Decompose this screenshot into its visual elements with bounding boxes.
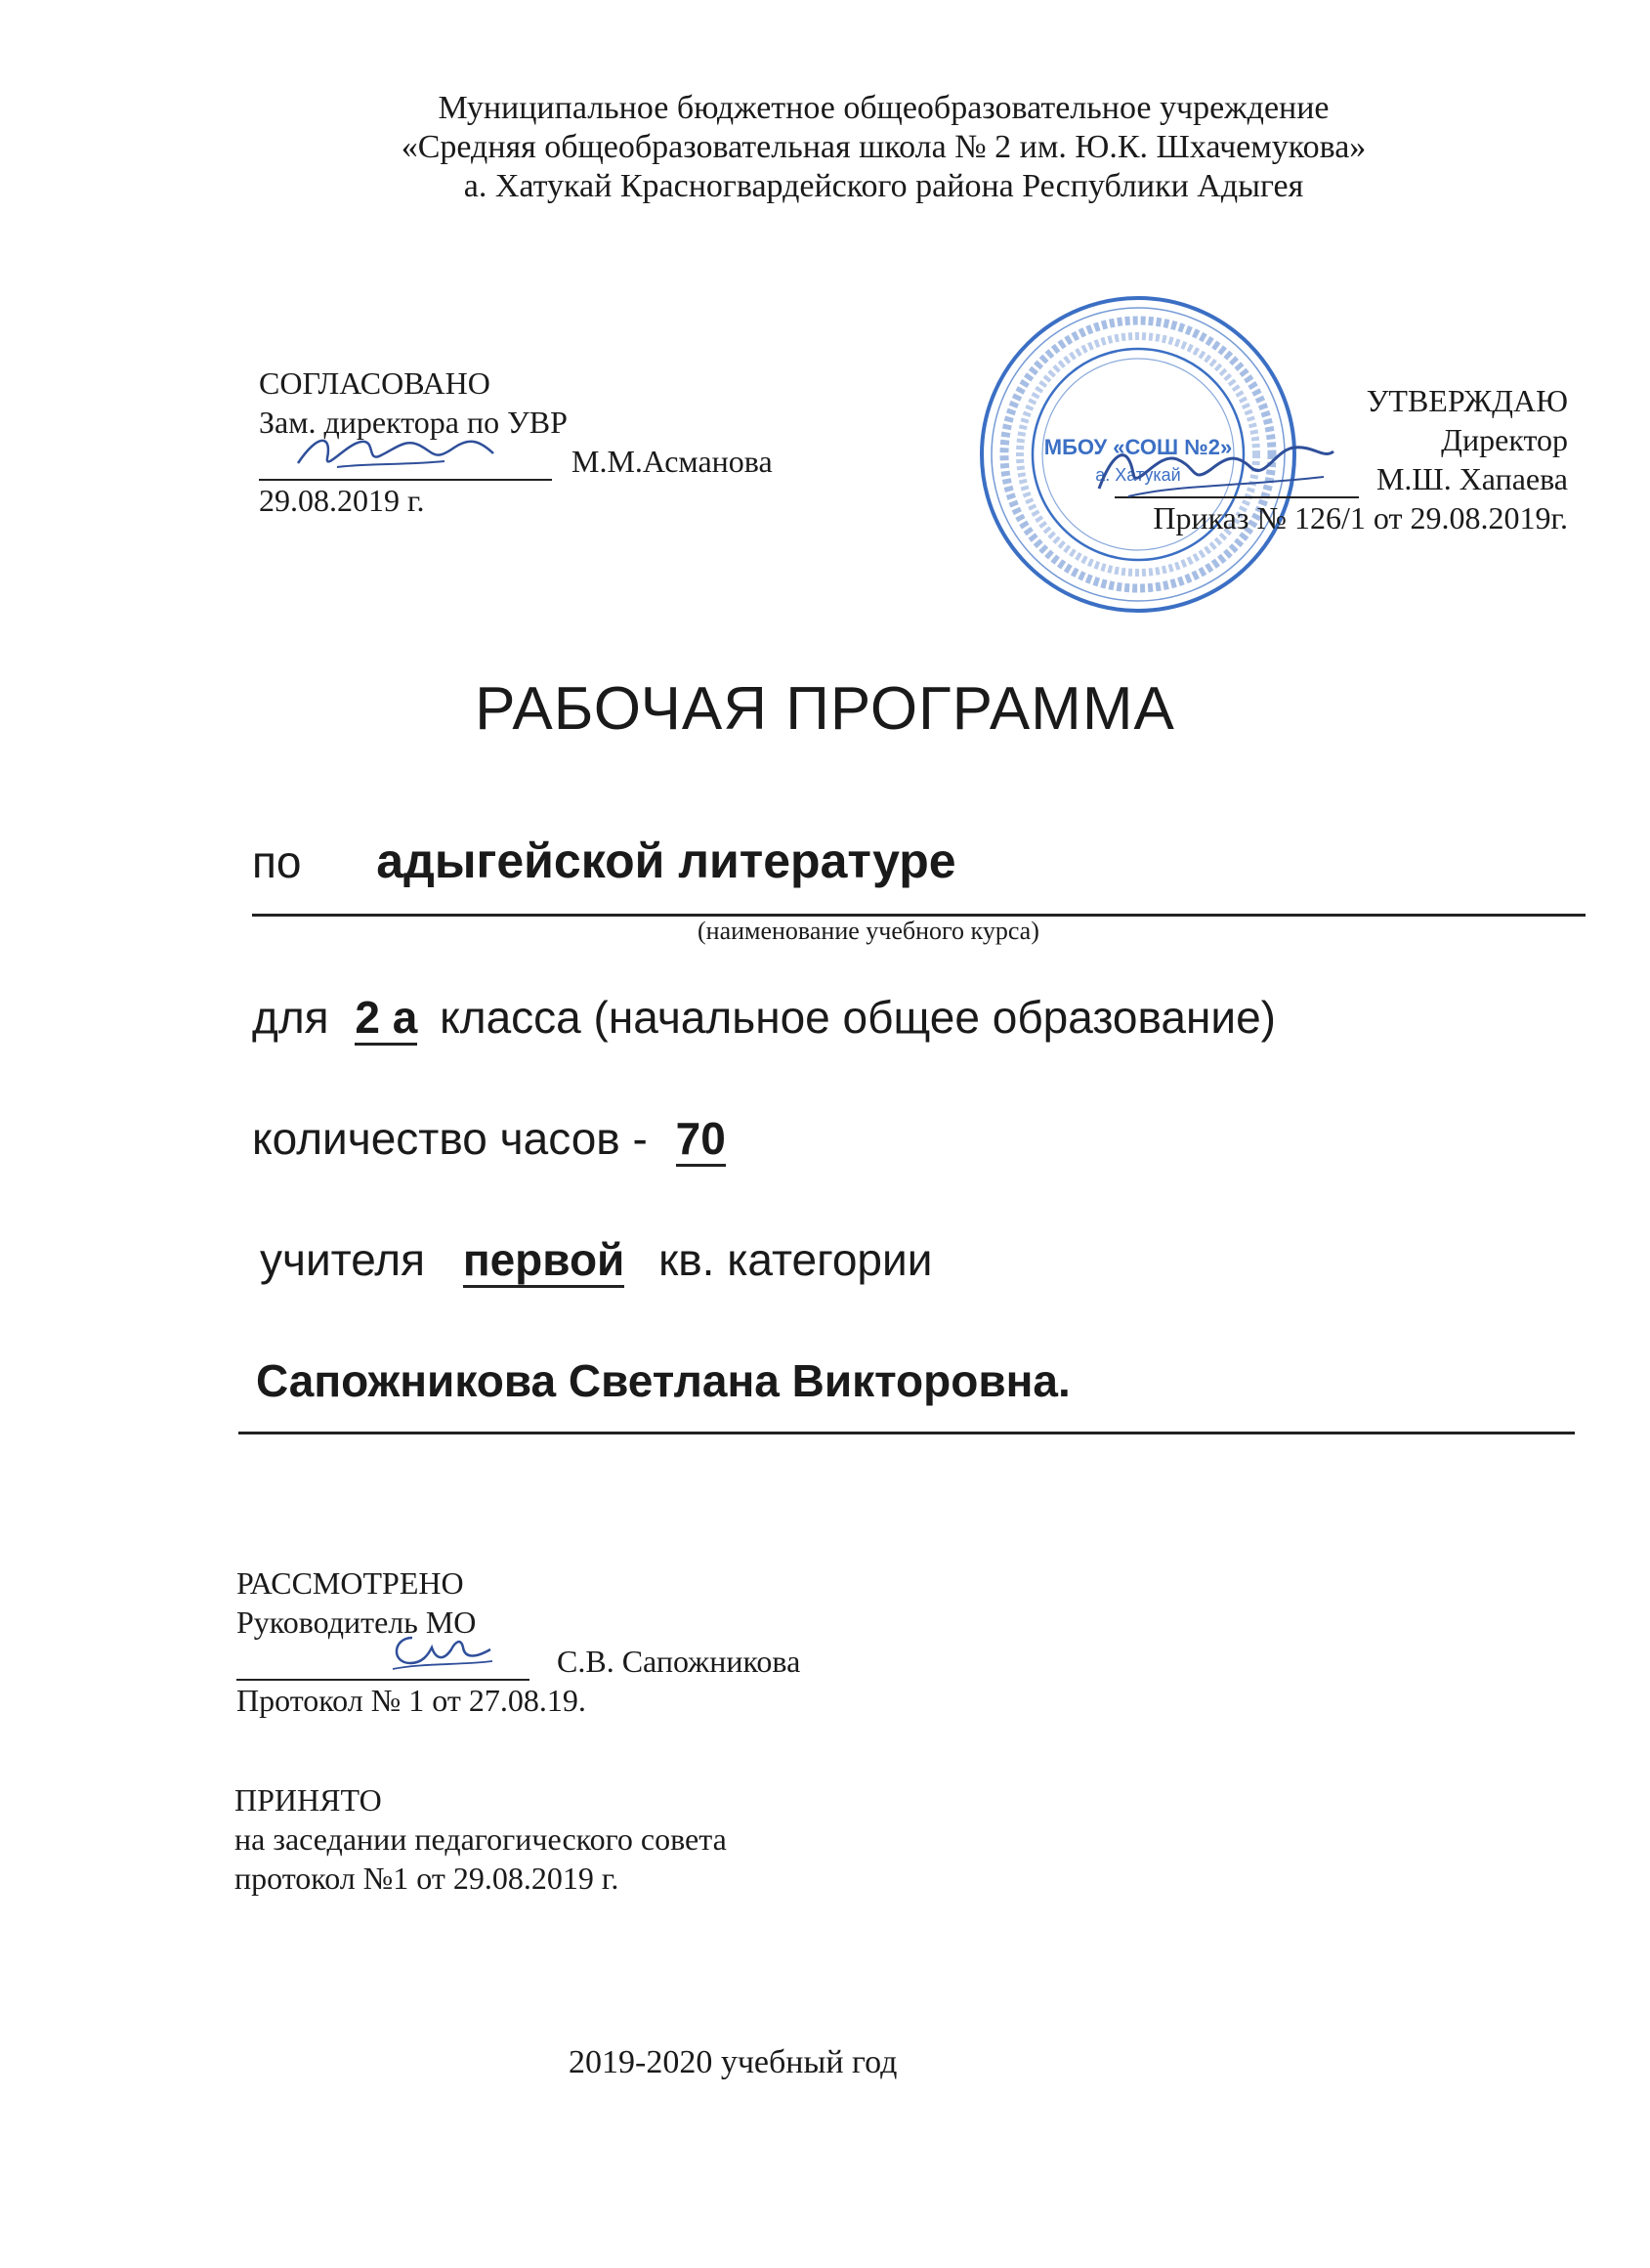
subject-prefix: по [252,836,302,887]
reviewed-protocol: Протокол № 1 от 27.08.19. [236,1683,586,1718]
reviewed-title: РАССМОТРЕНО [236,1565,464,1601]
class-prefix: для [252,992,329,1043]
approved-block [982,381,1568,537]
stamp-center-line-1: МБОУ «СОШ №2» [1043,435,1233,459]
reviewed-name: С.В. Сапожникова [557,1644,801,1679]
agreed-title: СОГЛАСОВАНО [259,365,490,401]
teacher-name-underline [238,1432,1575,1434]
class-value: 2 а [355,992,417,1046]
teacher-prefix: учителя [260,1234,426,1285]
agreed-position: Зам. директора по УВР [259,405,568,440]
accepted-line-2: протокол №1 от 29.08.2019 г. [234,1861,619,1896]
class-row [252,991,1276,1044]
hours-row [252,1112,726,1165]
reviewed-block [236,1563,920,1720]
agreed-date: 29.08.2019 г. [259,483,425,518]
agreed-block [259,364,865,520]
accepted-block [234,1780,918,1898]
approved-order: Приказ № 126/1 от 29.08.2019г. [1153,500,1568,535]
header-line-2: «Средняя общеобразовательная школа № 2 им. Ю.К. Шхачемукова» [401,129,1367,165]
teacher-row [260,1233,932,1286]
approved-name: М.Ш. Хапаева [1375,461,1568,496]
header-line-1: Муниципальное бюджетное общеобразовательное учреждение [438,90,1330,126]
reviewed-signature [383,1620,500,1679]
subject-row [252,833,956,889]
agreed-name: М.М.Асманова [571,444,773,479]
approved-position: Директор [1441,422,1568,457]
teacher-name: Сапожникова Светлана Викторовна. [256,1355,1071,1406]
approved-signature-row [982,459,1568,498]
approved-title: УТВЕРЖДАЮ [1366,383,1568,418]
class-suffix: класса (начальное общее образование) [440,992,1276,1043]
reviewed-signature-row [236,1642,920,1681]
academic-year: 2019-2020 учебный год [569,2044,898,2080]
approved-signature [1089,430,1343,508]
header-line-3: а. Хатукай Красногвардейского района Республики Адыгея [463,168,1304,204]
accepted-line-1: на заседании педагогического совета [234,1821,727,1857]
agreed-signature [288,424,503,483]
accepted-title: ПРИНЯТО [234,1782,382,1818]
hours-value: 70 [676,1113,726,1167]
stamp-center-line-2: а. Хатукай [1095,465,1181,485]
hours-prefix: количество часов - [252,1113,648,1164]
teacher-category: первой [463,1234,625,1288]
subject-name: адыгейской литературе [376,834,956,888]
reviewed-position: Руководитель МО [236,1605,477,1640]
program-title: РАБОЧАЯ ПРОГРАММА [475,675,1175,743]
teacher-suffix: кв. категории [658,1234,933,1285]
agreed-signature-row [259,442,865,481]
subject-caption: (наименование учебного курса) [698,917,1039,945]
